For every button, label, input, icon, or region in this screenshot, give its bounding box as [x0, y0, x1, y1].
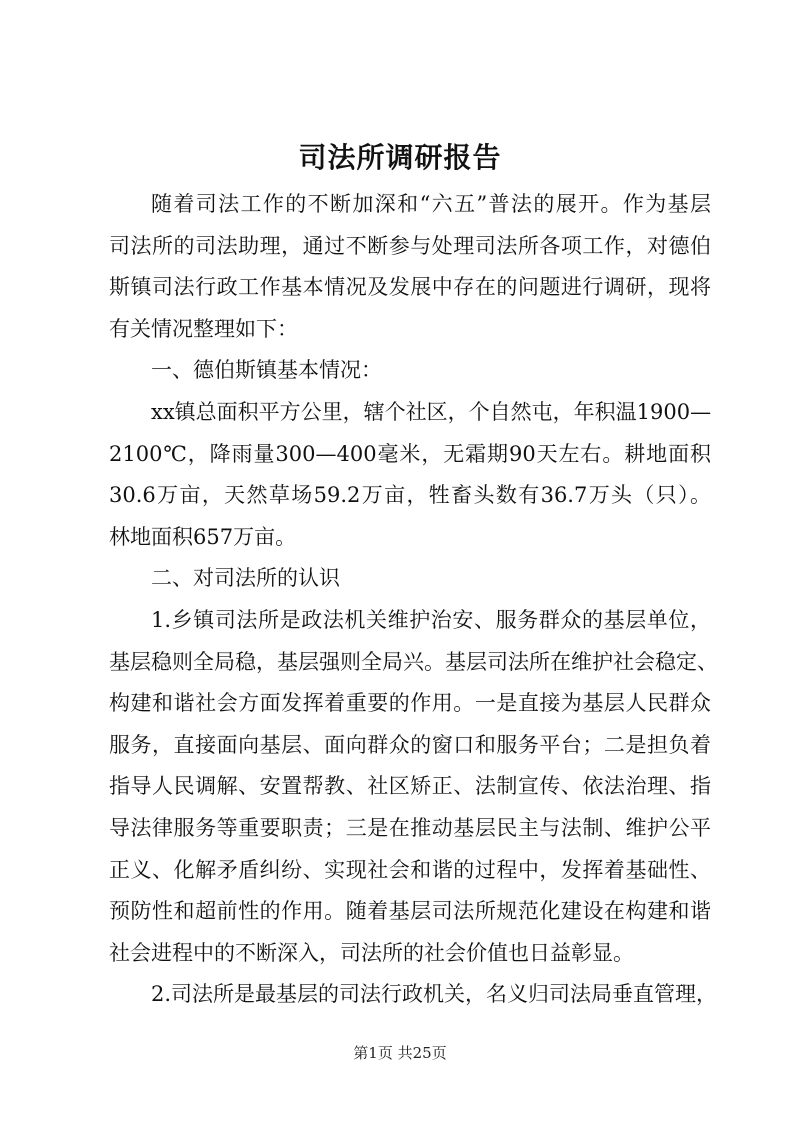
document-title: 司法所调研报告 [298, 141, 502, 174]
body-line: 1.乡镇司法所是政法机关维护治安、服务群众的基层单位， [151, 607, 711, 632]
document-body [109, 184, 718, 1016]
body-line: 正义、化解矛盾纠纷、实现社会和谐的过程中，发挥着基础性、 [109, 857, 711, 882]
body-line: 服务，直接面向基层、面向群众的窗口和服务平台；二是担负着 [109, 732, 711, 757]
body-line: 司法所的司法助理，通过不断参与处理司法所各项工作，对德伯 [109, 233, 711, 258]
body-line: 斯镇司法行政工作基本情况及发展中存在的问题进行调研，现将 [109, 275, 711, 300]
body-line: 随着司法工作的不断加深和“六五”普法的展开。作为基层 [151, 192, 711, 216]
body-line: 基层稳则全局稳，基层强则全局兴。基层司法所在维护社会稳定、 [109, 649, 718, 674]
body-line: 指导人民调解、安置帮教、社区矫正、法制宣传、依法治理、指 [109, 774, 711, 799]
body-line: 有关情况整理如下： [109, 316, 298, 341]
body-line: 2.司法所是最基层的司法行政机关，名义归司法局垂直管理， [151, 982, 718, 1007]
page-number: 第1页 共25页 [353, 1044, 447, 1062]
body-line: xx镇总面积平方公里，辖个社区，个自然屯，年积温1900— [151, 399, 712, 424]
body-line: 导法律服务等重要职责；三是在推动基层民主与法制、维护公平 [109, 815, 711, 840]
section-heading: 二、对司法所的认识 [151, 566, 340, 591]
body-line: 30.6万亩，天然草场59.2万亩，牲畜头数有36.7万头（只）。 [109, 483, 711, 508]
section-heading: 一、德伯斯镇基本情况： [151, 358, 382, 383]
body-line: 构建和谐社会方面发挥着重要的作用。一是直接为基层人民群众 [109, 691, 711, 716]
body-line: 林地面积657万亩。 [109, 524, 297, 549]
body-line: 预防性和超前性的作用。随着基层司法所规范化建设在构建和谐 [109, 899, 711, 924]
body-line: 社会进程中的不断深入，司法所的社会价值也日益彰显。 [109, 940, 634, 965]
body-line: 2100℃，降雨量300—400毫米，无霜期90天左右。耕地面积 [109, 441, 711, 466]
